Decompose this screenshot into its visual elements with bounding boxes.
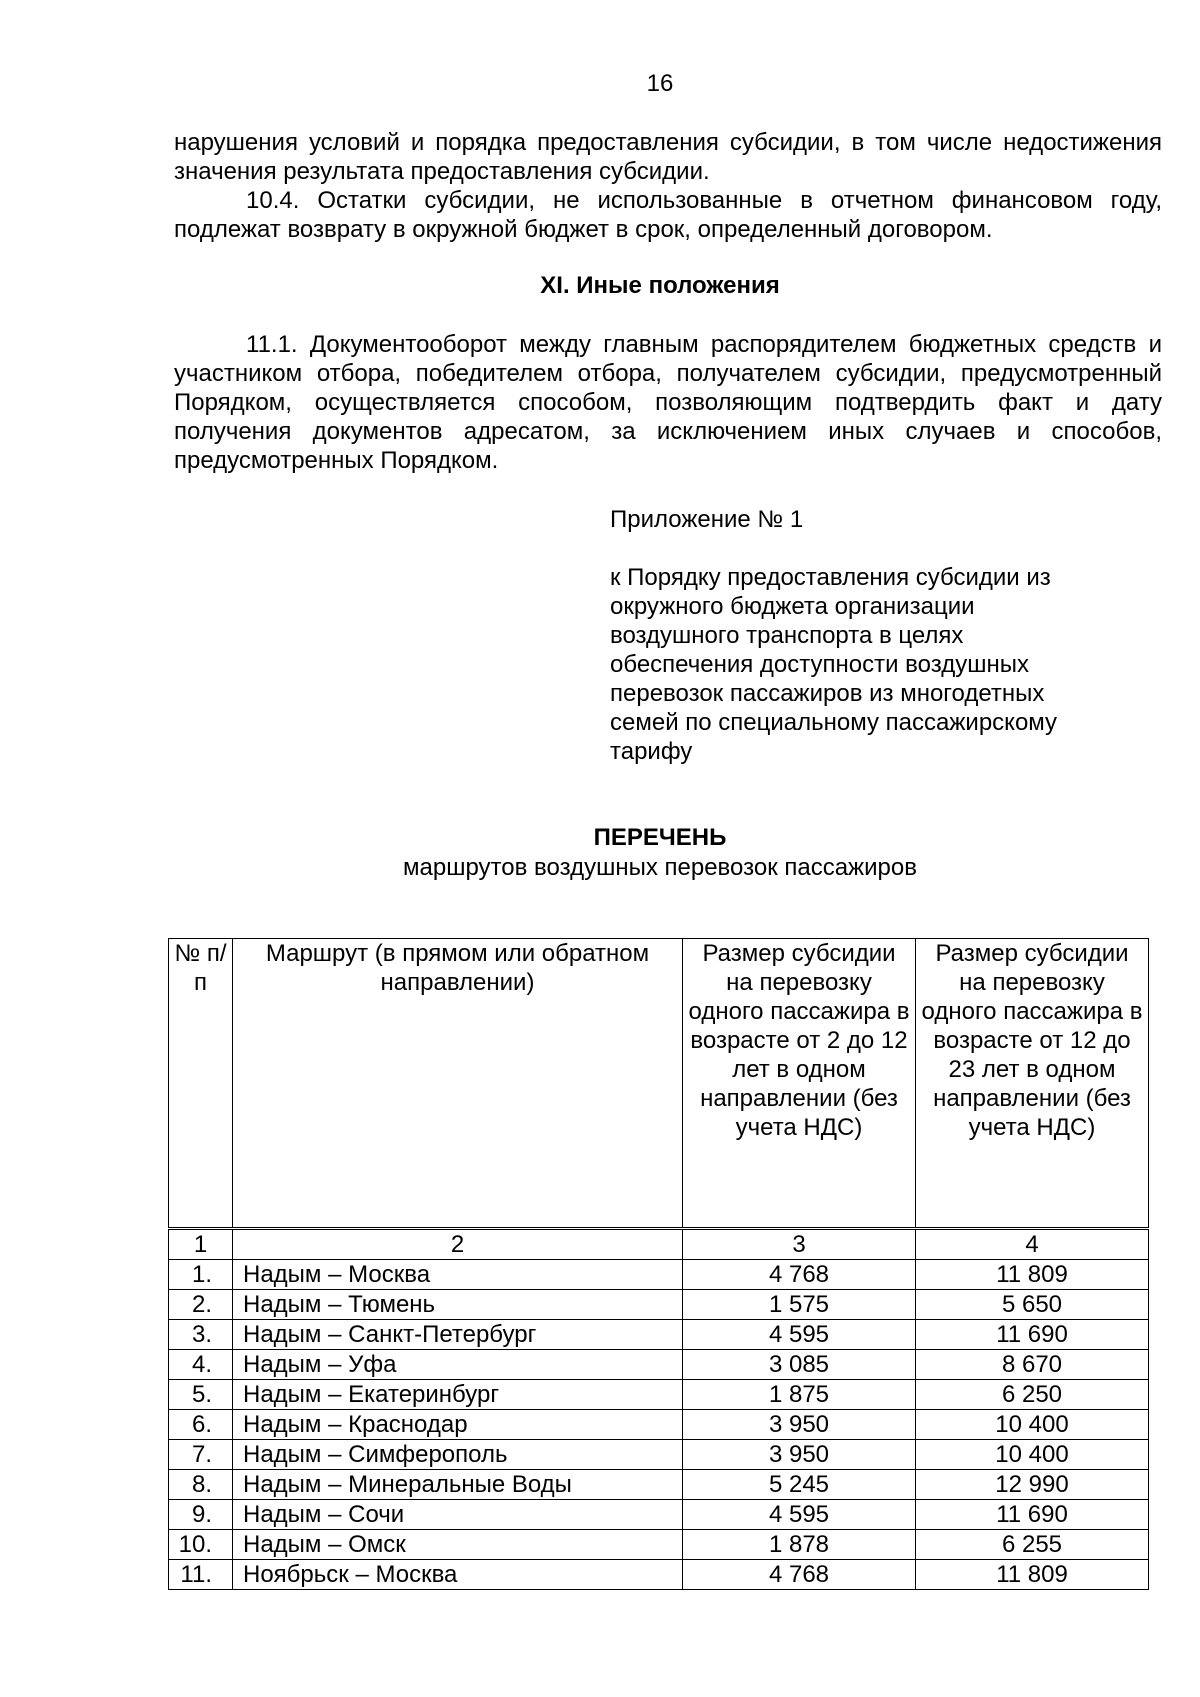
- row-route: Ноябрьск – Москва: [233, 1560, 683, 1590]
- row-subsidy-12-23: 12 990: [916, 1470, 1149, 1500]
- section-heading: XI. Иные положения: [540, 272, 780, 299]
- paragraph-11-1: 11.1. Документооборот между главным распорядителем бюджетных средств и участником отбора, победителем отбора, получателем субсидии, предусмотренный Порядком, осуществляется способом, позволяющим подтвердить факт и дату получения документов адресатом, за исключением иных случаев и способов, предусмотренных Порядком.: [174, 331, 1162, 474]
- table-row: [169, 1410, 1149, 1440]
- list-subtitle: маршрутов воздушных перевозок пассажиров: [403, 854, 917, 881]
- column-number: 3: [683, 1229, 916, 1260]
- row-number: 11.: [169, 1560, 233, 1590]
- table-row: [169, 1560, 1149, 1590]
- table-row: [169, 1380, 1149, 1410]
- row-subsidy-12-23: 11 690: [916, 1500, 1149, 1530]
- row-subsidy-12-23: 8 670: [916, 1350, 1149, 1380]
- row-number: 1.: [169, 1260, 233, 1290]
- page-number: 16: [646, 70, 674, 97]
- row-subsidy-2-12: 4 595: [683, 1320, 916, 1350]
- row-subsidy-2-12: 1 875: [683, 1380, 916, 1410]
- row-subsidy-12-23: 10 400: [916, 1440, 1149, 1470]
- row-subsidy-2-12: 3 950: [683, 1440, 916, 1470]
- header-route: Маршрут (в прямом или обратном направлении): [233, 939, 683, 1229]
- appendix-line: воздушного транспорта в целях: [610, 622, 964, 649]
- header-subsidy-2-12: Размер субсидии на перевозку одного пассажира в возрасте от 2 до 12 лет в одном направлении (без учета НДС): [683, 939, 916, 1229]
- row-route: Надым – Санкт-Петербург: [233, 1320, 683, 1350]
- row-subsidy-2-12: 3 950: [683, 1410, 916, 1440]
- table-row: [169, 1290, 1149, 1320]
- row-number: 6.: [169, 1410, 233, 1440]
- row-number: 4.: [169, 1350, 233, 1380]
- header-subsidy-12-23: Размер субсидии на перевозку одного пассажира в возрасте от 12 до 23 лет в одном направлении (без учета НДС): [916, 939, 1149, 1229]
- row-route: Надым – Краснодар: [233, 1410, 683, 1440]
- appendix-line: тарифу: [610, 738, 693, 765]
- row-route: Надым – Екатеринбург: [233, 1380, 683, 1410]
- row-subsidy-2-12: 1 878: [683, 1530, 916, 1560]
- row-route: Надым – Уфа: [233, 1350, 683, 1380]
- row-subsidy-12-23: 11 690: [916, 1320, 1149, 1350]
- paragraph-10-3-continuation: нарушения условий и порядка предоставления субсидии, в том числе недостижения значения результата предоставления субсидии.: [174, 129, 1162, 185]
- row-subsidy-2-12: 4 595: [683, 1500, 916, 1530]
- appendix-line: семей по специальному пассажирскому: [610, 709, 1058, 736]
- column-number: 2: [233, 1229, 683, 1260]
- column-number: 1: [169, 1229, 233, 1260]
- row-number: 7.: [169, 1440, 233, 1470]
- appendix-line: окружного бюджета организации: [610, 593, 975, 620]
- row-subsidy-2-12: 1 575: [683, 1290, 916, 1320]
- appendix-line: перевозок пассажиров из многодетных: [610, 680, 1045, 707]
- row-number: 10.: [169, 1530, 233, 1560]
- table-row: [169, 1500, 1149, 1530]
- column-numbers-row: [169, 1229, 1149, 1260]
- row-number: 8.: [169, 1470, 233, 1500]
- row-subsidy-12-23: 11 809: [916, 1560, 1149, 1590]
- row-number: 2.: [169, 1290, 233, 1320]
- table-row: [169, 1260, 1149, 1290]
- table-row: [169, 1320, 1149, 1350]
- row-subsidy-2-12: 3 085: [683, 1350, 916, 1380]
- header-number: № п/п: [169, 939, 233, 1229]
- row-route: Надым – Симферополь: [233, 1440, 683, 1470]
- row-number: 9.: [169, 1500, 233, 1530]
- row-subsidy-12-23: 10 400: [916, 1410, 1149, 1440]
- list-title-block: [0, 823, 1200, 883]
- row-number: 5.: [169, 1380, 233, 1410]
- appendix-title: Приложение № 1: [610, 506, 804, 533]
- list-title: ПЕРЕЧЕНЬ: [593, 824, 727, 851]
- row-number: 3.: [169, 1320, 233, 1350]
- row-route: Надым – Тюмень: [233, 1290, 683, 1320]
- row-route: Надым – Минеральные Воды: [233, 1470, 683, 1500]
- table-row: [169, 1470, 1149, 1500]
- row-route: Надым – Омск: [233, 1530, 683, 1560]
- appendix-description: [610, 563, 1130, 766]
- row-route: Надым – Москва: [233, 1260, 683, 1290]
- appendix-line: обеспечения доступности воздушных: [610, 651, 1029, 678]
- paragraph-10-4: 10.4. Остатки субсидии, не использованные в отчетном финансовом году, подлежат возврату в окружной бюджет в срок, определенный договором.: [174, 187, 1162, 243]
- row-subsidy-2-12: 4 768: [683, 1260, 916, 1290]
- row-route: Надым – Сочи: [233, 1500, 683, 1530]
- row-subsidy-12-23: 6 255: [916, 1530, 1149, 1560]
- table-row: [169, 1350, 1149, 1380]
- row-subsidy-2-12: 5 245: [683, 1470, 916, 1500]
- row-subsidy-12-23: 11 809: [916, 1260, 1149, 1290]
- column-number: 4: [916, 1229, 1149, 1260]
- row-subsidy-2-12: 4 768: [683, 1560, 916, 1590]
- routes-table: [168, 938, 1149, 1590]
- appendix-line: к Порядку предоставления субсидии из: [610, 564, 1051, 591]
- table-row: [169, 1440, 1149, 1470]
- row-subsidy-12-23: 5 650: [916, 1290, 1149, 1320]
- table-header-row: [169, 939, 1149, 1229]
- table-row: [169, 1530, 1149, 1560]
- row-subsidy-12-23: 6 250: [916, 1380, 1149, 1410]
